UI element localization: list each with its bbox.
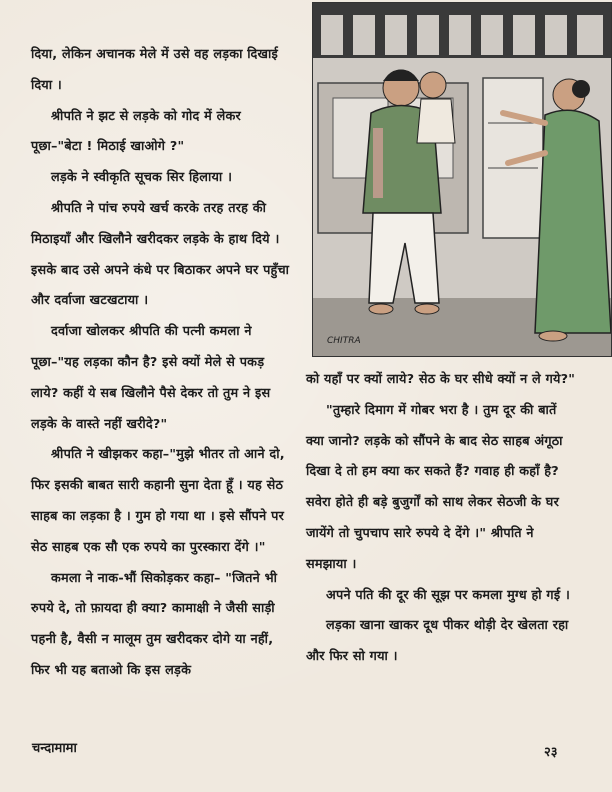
paragraph: श्रीपति ने झट से लड़के को गोद में लेकर पूछा–"बेटा ! मिठाई खाओगे ?" [31,108,241,155]
page-number: २३ [544,745,558,760]
illustration-signature: CHITRA [327,336,361,346]
paragraph: लड़के ने स्वीकृति सूचक सिर हिलाया । [51,170,233,186]
paragraph: को यहाँ पर क्यों लाये? सेठ के घर सीधे क्यों न ले गये?" [306,372,576,387]
paragraph: कमला ने नाक-भौं सिकोड़कर कहा– "जितने भी रुपये दे, तो फ़ायदा ही क्या? कामाक्षी ने जैसी साड़ी पहनी है, वैसी न मालूम तुम खरीदकर दोगे या नहीं, फिर भी यह बताओ कि इस लड़के [31,570,278,678]
story-illustration [312,2,612,357]
paragraph: दर्वाजा खोलकर श्रीपति की पत्नी कमला ने पूछा–"यह लड़का कौन है? इसे क्यों मेले से पकड़ लाये? कहीं ये सब खिलौने पैसे देकर तो तुम ने इस लड़के के वास्ते नहीं खरीदे?" [31,324,271,432]
paragraph: श्रीपति ने खीझकर कहा–"मुझे भीतर तो आने दो, फिर इसकी बाबत सारी कहानी सुना देता हूँ । यह सेठ साहब का लड़का है । गुम हो गया था । इसे सौंपने पर सेठ साहब एक सौ एक रुपये का पुरस्कारा देंगे ।" [31,447,285,555]
paragraph: लड़का खाना खाकर दूध पीकर थोड़ी देर खेलता रहा और फिर सो गया । [306,618,569,665]
paragraph: श्रीपति ने पांच रुपये खर्च करके तरह तरह की मिठाइयाँ और खिलौने खरीदकर लड़के के हाथ दिये । इसके बाद उसे अपने कंधे पर बिठाकर अपने घर पहुँचा और दर्वाजा खटखटाया । [31,200,290,309]
paragraph: अपने पति की दूर की सूझ पर कमला मुग्ध हो गई । [326,587,571,603]
right-text-column [306,365,578,673]
magazine-name: चन्दामामा [32,741,77,756]
paragraph: दिया, लेकिन अचानक मेले में उसे वह लड़का दिखाई दिया । [31,47,279,93]
left-text-column [31,40,291,687]
paragraph: "तुम्हारे दिमाग में गोबर भरा है । तुम दूर की बातें क्या जानो? लड़के को सौंपने के बाद सेठ साहब अंगूठा दिखा दे तो हम क्या कर सकते हैं? गवाह ही कहाँ है? सवेरा होते ही बड़े बुजुर्गों को साथ लेकर सेठजी के घर जायेंगे तो चुपचाप सारे रुपये दे देंगे ।" श्रीपति ने समझाया । [306,402,563,572]
